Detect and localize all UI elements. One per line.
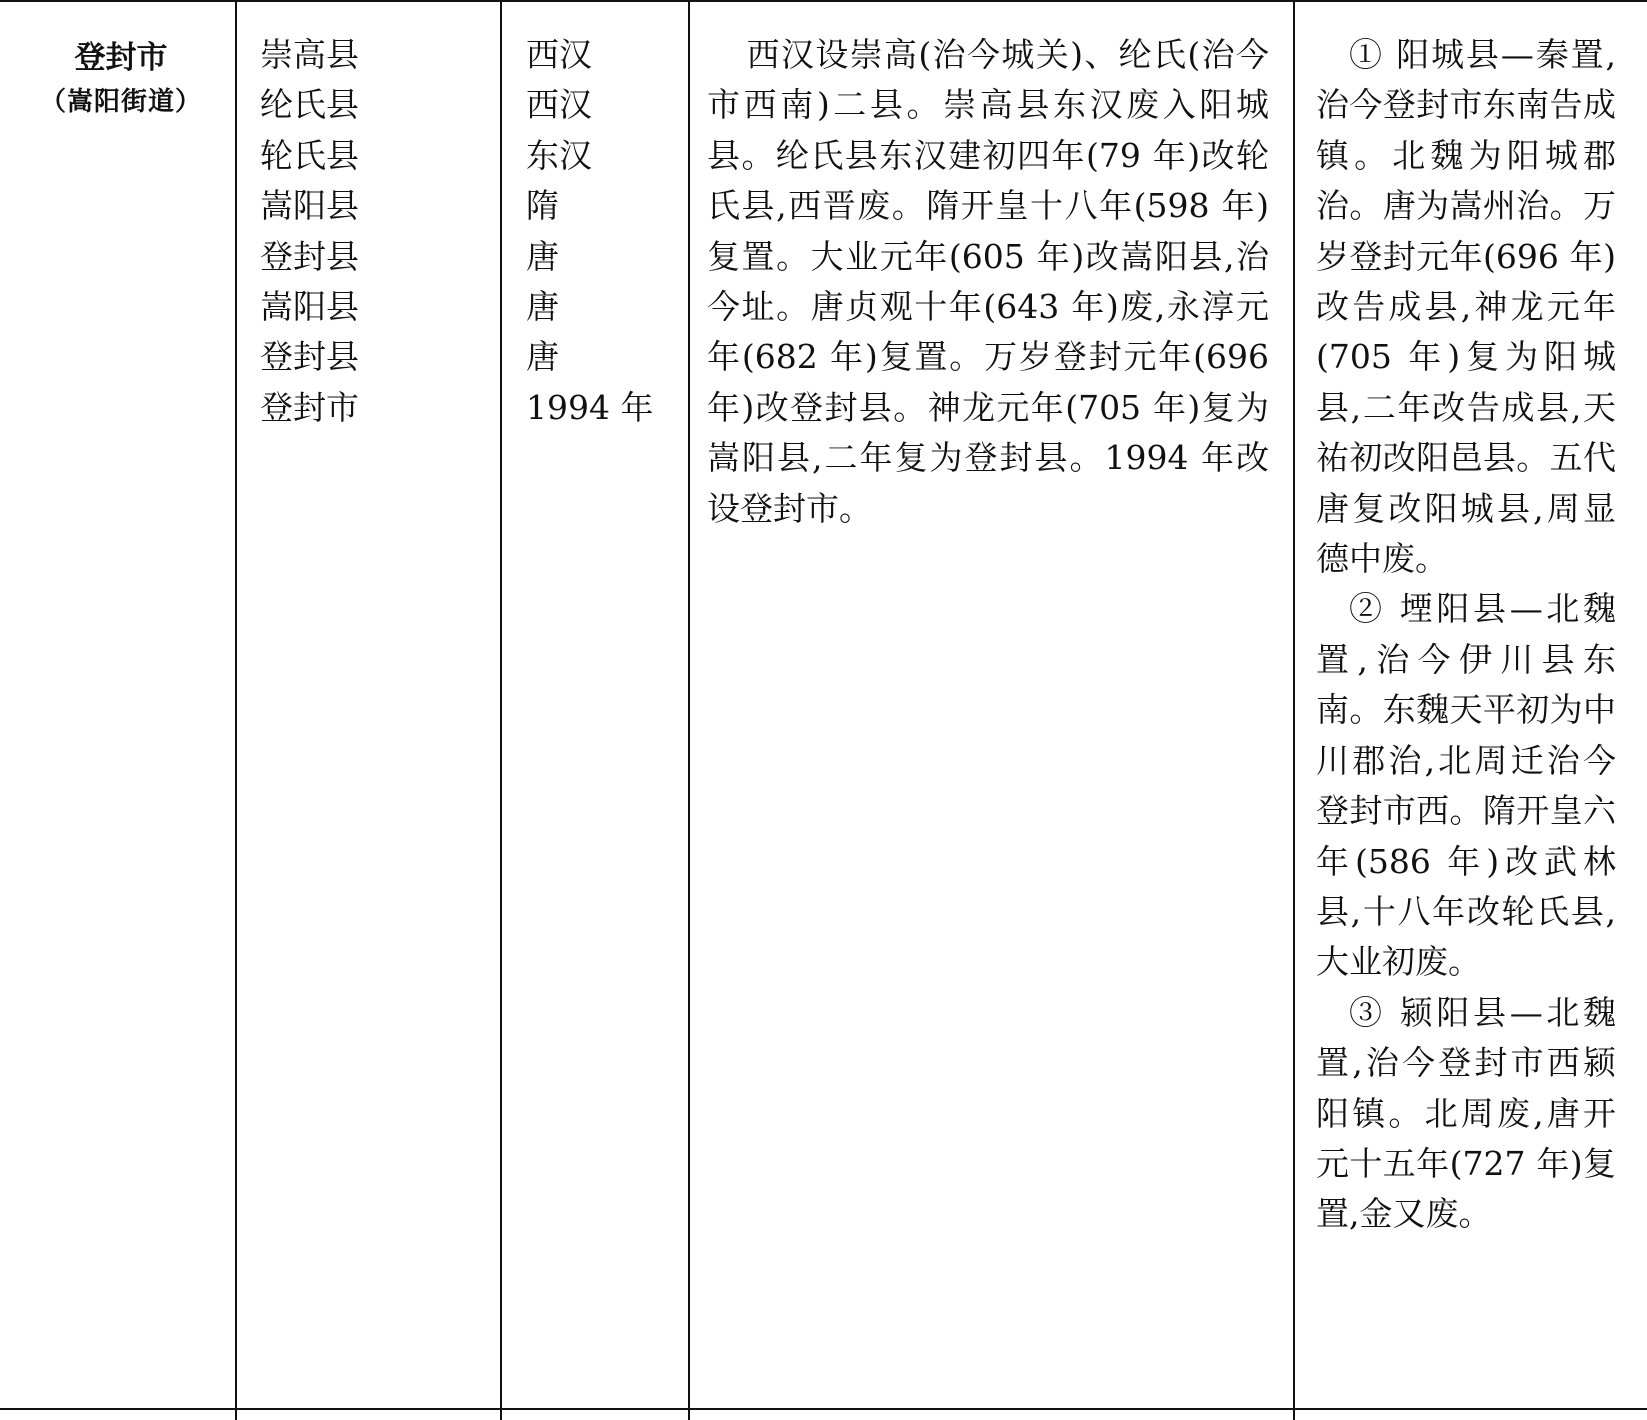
historical-name: 崇高县: [260, 35, 359, 74]
dynasty-cell: [526, 30, 676, 433]
historical-name: 嵩阳县: [260, 186, 359, 226]
note-2: ② 堙阳县—北魏置,治今伊川县东南。东魏天平初为中川郡治,北周迁治今登封市西。隋开皇六年(586 年)改武林县,十八年改轮氏县,大业初废。: [1316, 589, 1616, 982]
notes-cell: [1316, 30, 1616, 1240]
column-divider-4: [1293, 0, 1295, 1420]
bottom-rule: [0, 1408, 1647, 1410]
column-divider-1: [235, 0, 237, 1420]
historical-name: 登封县: [260, 337, 359, 377]
history-cell: [707, 30, 1269, 534]
historical-name: 纶氏县: [260, 85, 359, 125]
dynasty: 1994 年: [526, 387, 654, 427]
column-divider-3: [688, 0, 690, 1420]
city-name: 登封市: [74, 40, 168, 76]
city-seat: （嵩阳街道）: [39, 87, 202, 117]
note-1: ① 阳城县—秦置,治今登封市东南告成镇。北魏为阳城郡治。唐为嵩州治。万岁登封元年(696 年)改告成县,神龙元年(705 年)复为阳城县,二年改告成县,天祐初改阳邑县。五代唐复改阳城县,周显德中废。: [1316, 35, 1616, 579]
dynasty: 隋: [526, 186, 559, 226]
dynasty: 西汉: [526, 35, 592, 74]
column-divider-2: [500, 0, 502, 1420]
city-cell: [10, 36, 232, 124]
historical-name: 登封市: [260, 387, 359, 427]
historical-names-cell: [260, 30, 490, 433]
historical-name: 登封县: [260, 236, 359, 276]
historical-name: 轮氏县: [260, 135, 359, 175]
historical-name: 嵩阳县: [260, 287, 359, 327]
dynasty: 唐: [526, 287, 559, 327]
dynasty: 唐: [526, 337, 559, 377]
top-rule: [0, 0, 1647, 2]
dynasty: 东汉: [526, 135, 592, 175]
dynasty: 西汉: [526, 85, 592, 125]
note-3: ③ 颍阳县—北魏置,治今登封市西颍阳镇。北周废,唐开元十五年(727 年)复置,金又废。: [1316, 992, 1616, 1234]
history-text: 西汉设崇高(治今城关)、纶氏(治今市西南)二县。崇高县东汉废入阳城县。纶氏县东汉建初四年(79 年)改轮氏县,西晋废。隋开皇十八年(598 年)复置。大业元年(605 年)改嵩阳县,治今址。唐贞观十年(643 年)废,永淳元年(682 年)复置。万岁登封元年(696 年)改登封县。神龙元年(705 年)复为嵩阳县,二年复为登封县。1994 年改设登封市。: [707, 35, 1269, 528]
dynasty: 唐: [526, 236, 559, 276]
